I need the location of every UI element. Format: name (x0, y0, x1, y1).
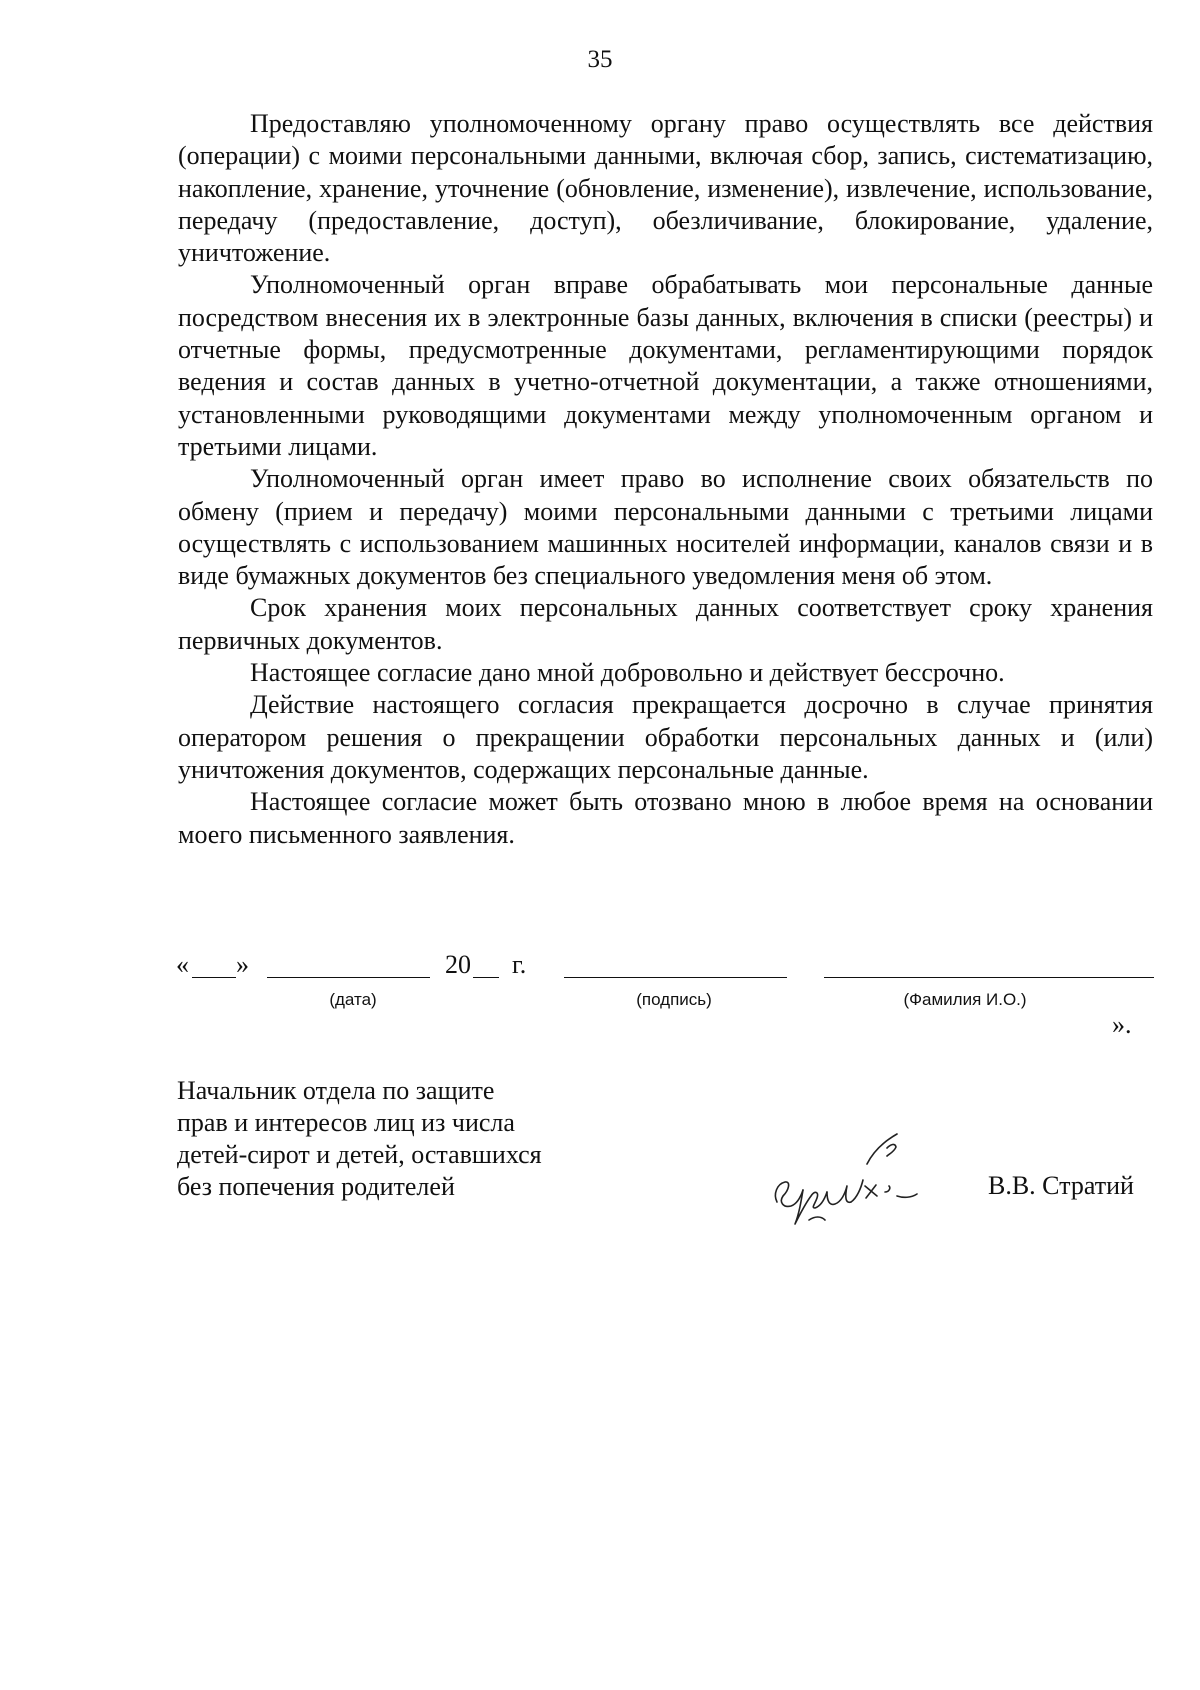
position-line: Начальник отдела по защите (177, 1076, 495, 1105)
signature-blank-line (564, 977, 787, 978)
position-line: без попечения родителей (177, 1172, 455, 1201)
paragraph: Уполномоченный орган вправе обрабатывать мои персональные данные посредством внесения их в электронные базы данных, включения в списки (реестры) и отчетные формы, предусмотренные документами, регламентирующими порядок ведения и состав данных в учетно-отчетной документации, а также отношениями, установленными руководящими документами между уполномоченным органом и третьими лицами. (178, 270, 1153, 461)
handwritten-signature (765, 1112, 940, 1232)
document-body (178, 108, 1153, 851)
paragraph: Настоящее согласие может быть отозвано мною в любое время на основании моего письменного заявления. (178, 787, 1153, 849)
paragraph: Предоставляю уполномоченному органу право осуществлять все действия (операции) с моими персональными данными, включая сбор, запись, систематизацию, накопление, хранение, уточнение (обновление, изменение), извлечение, использование, передачу (предоставление, доступ), обезличивание, блокирование, удаление, уничтожение. (178, 109, 1153, 268)
paragraph: Срок хранения моих персональных данных соответствует сроку хранения первичных документов. (178, 593, 1153, 655)
date-open-quote: « (176, 950, 189, 979)
signer-name: В.В. Стратий (988, 1171, 1134, 1200)
position-line: прав и интересов лиц из числа (177, 1108, 515, 1137)
paragraph: Настоящее согласие дано мной добровольно и действует бессрочно. (250, 658, 1005, 688)
paragraph: Действие настоящего согласия прекращается досрочно в случае принятия оператором решения о прекращении обработки персональных данных и (или) уничтожения документов, содержащих персональные данные. (178, 690, 1153, 784)
official-position (177, 1075, 597, 1203)
year-prefix: 20 (445, 950, 471, 979)
date-close-quote: » (236, 950, 249, 979)
paragraph: Уполномоченный орган имеет право во исполнение своих обязательств по обмену (прием и передачу) моими персональными данными с третьими лицами осуществлять с использованием машинных носителей информации, каналов связи и в виде бумажных документов без специального уведомления меня об этом. (178, 464, 1153, 591)
closing-quote: ». (1112, 1010, 1132, 1039)
position-line: детей-сирот и детей, оставшихся (177, 1140, 542, 1169)
signature-caption: (подпись) (636, 990, 712, 1009)
date-caption: (дата) (329, 990, 377, 1009)
name-caption: (Фамилия И.О.) (903, 990, 1027, 1009)
signature-date-row (176, 950, 1156, 1010)
year-blank-line (473, 977, 499, 978)
month-blank-line (267, 977, 430, 978)
page-number: 35 (587, 46, 613, 73)
name-blank-line (824, 977, 1154, 978)
day-blank-line (192, 977, 236, 978)
year-suffix: г. (512, 950, 527, 979)
